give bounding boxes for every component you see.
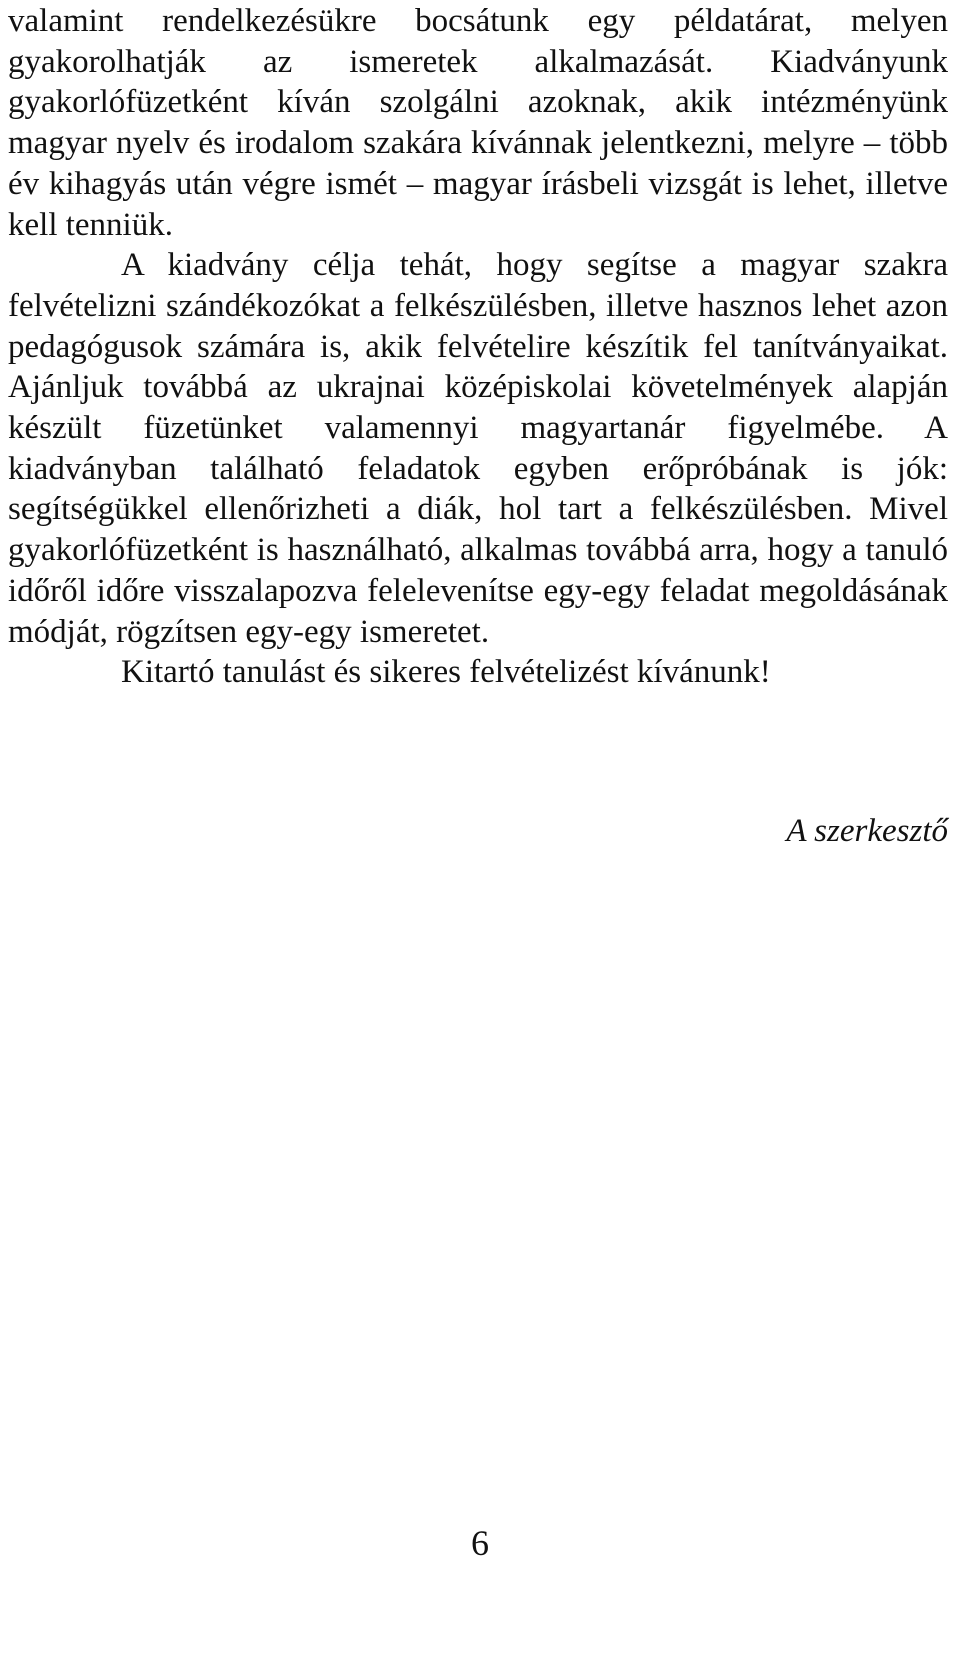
page-number: 6	[471, 1523, 489, 1563]
paragraph-purpose: A kiadvány célja tehát, hogy segítse a magyar szakra felvételizni szándékozókat a felkészülésben, illetve hasznos lehet azon pedagógusok számára is, akik felvételire készítik fel tanítványaikat. Ajánljuk továbbá az ukrajnai középiskolai követelmények alapján készült füzetünket valamennyi magyartanár figyelmébe. A kiadványban található feladatok egyben erőpróbának is jók: segítségükkel ellenőrizheti a diák, hol tart a felkészülésben. Mivel gyakorlófüzetként is használható, alkalmas továbbá arra, hogy a tanuló időről időre visszalapozva felelevenítse egy-egy feladat megoldásának módját, rögzítsen egy-egy ismeretet.	[8, 247, 948, 650]
document-page	[8, 0, 948, 693]
paragraph-intro-continuation: valamint rendelkezésükre bocsátunk egy példatárat, melyen gyakorolhatják az ismeretek alkalmazását. Kiadványunk gyakorlófüzetként kíván szolgálni azoknak, akik intézményünk magyar nyelv és irodalom szakára kívánnak jelentkezni, melyre – több év kihagyás után végre ismét – magyar írásbeli vizsgát is lehet, illetve kell tenniük.	[8, 3, 948, 243]
closing-wish: Kitartó tanulást és sikeres felvételizést kívánunk!	[121, 654, 771, 691]
editor-signature: A szerkesztő	[786, 813, 948, 849]
